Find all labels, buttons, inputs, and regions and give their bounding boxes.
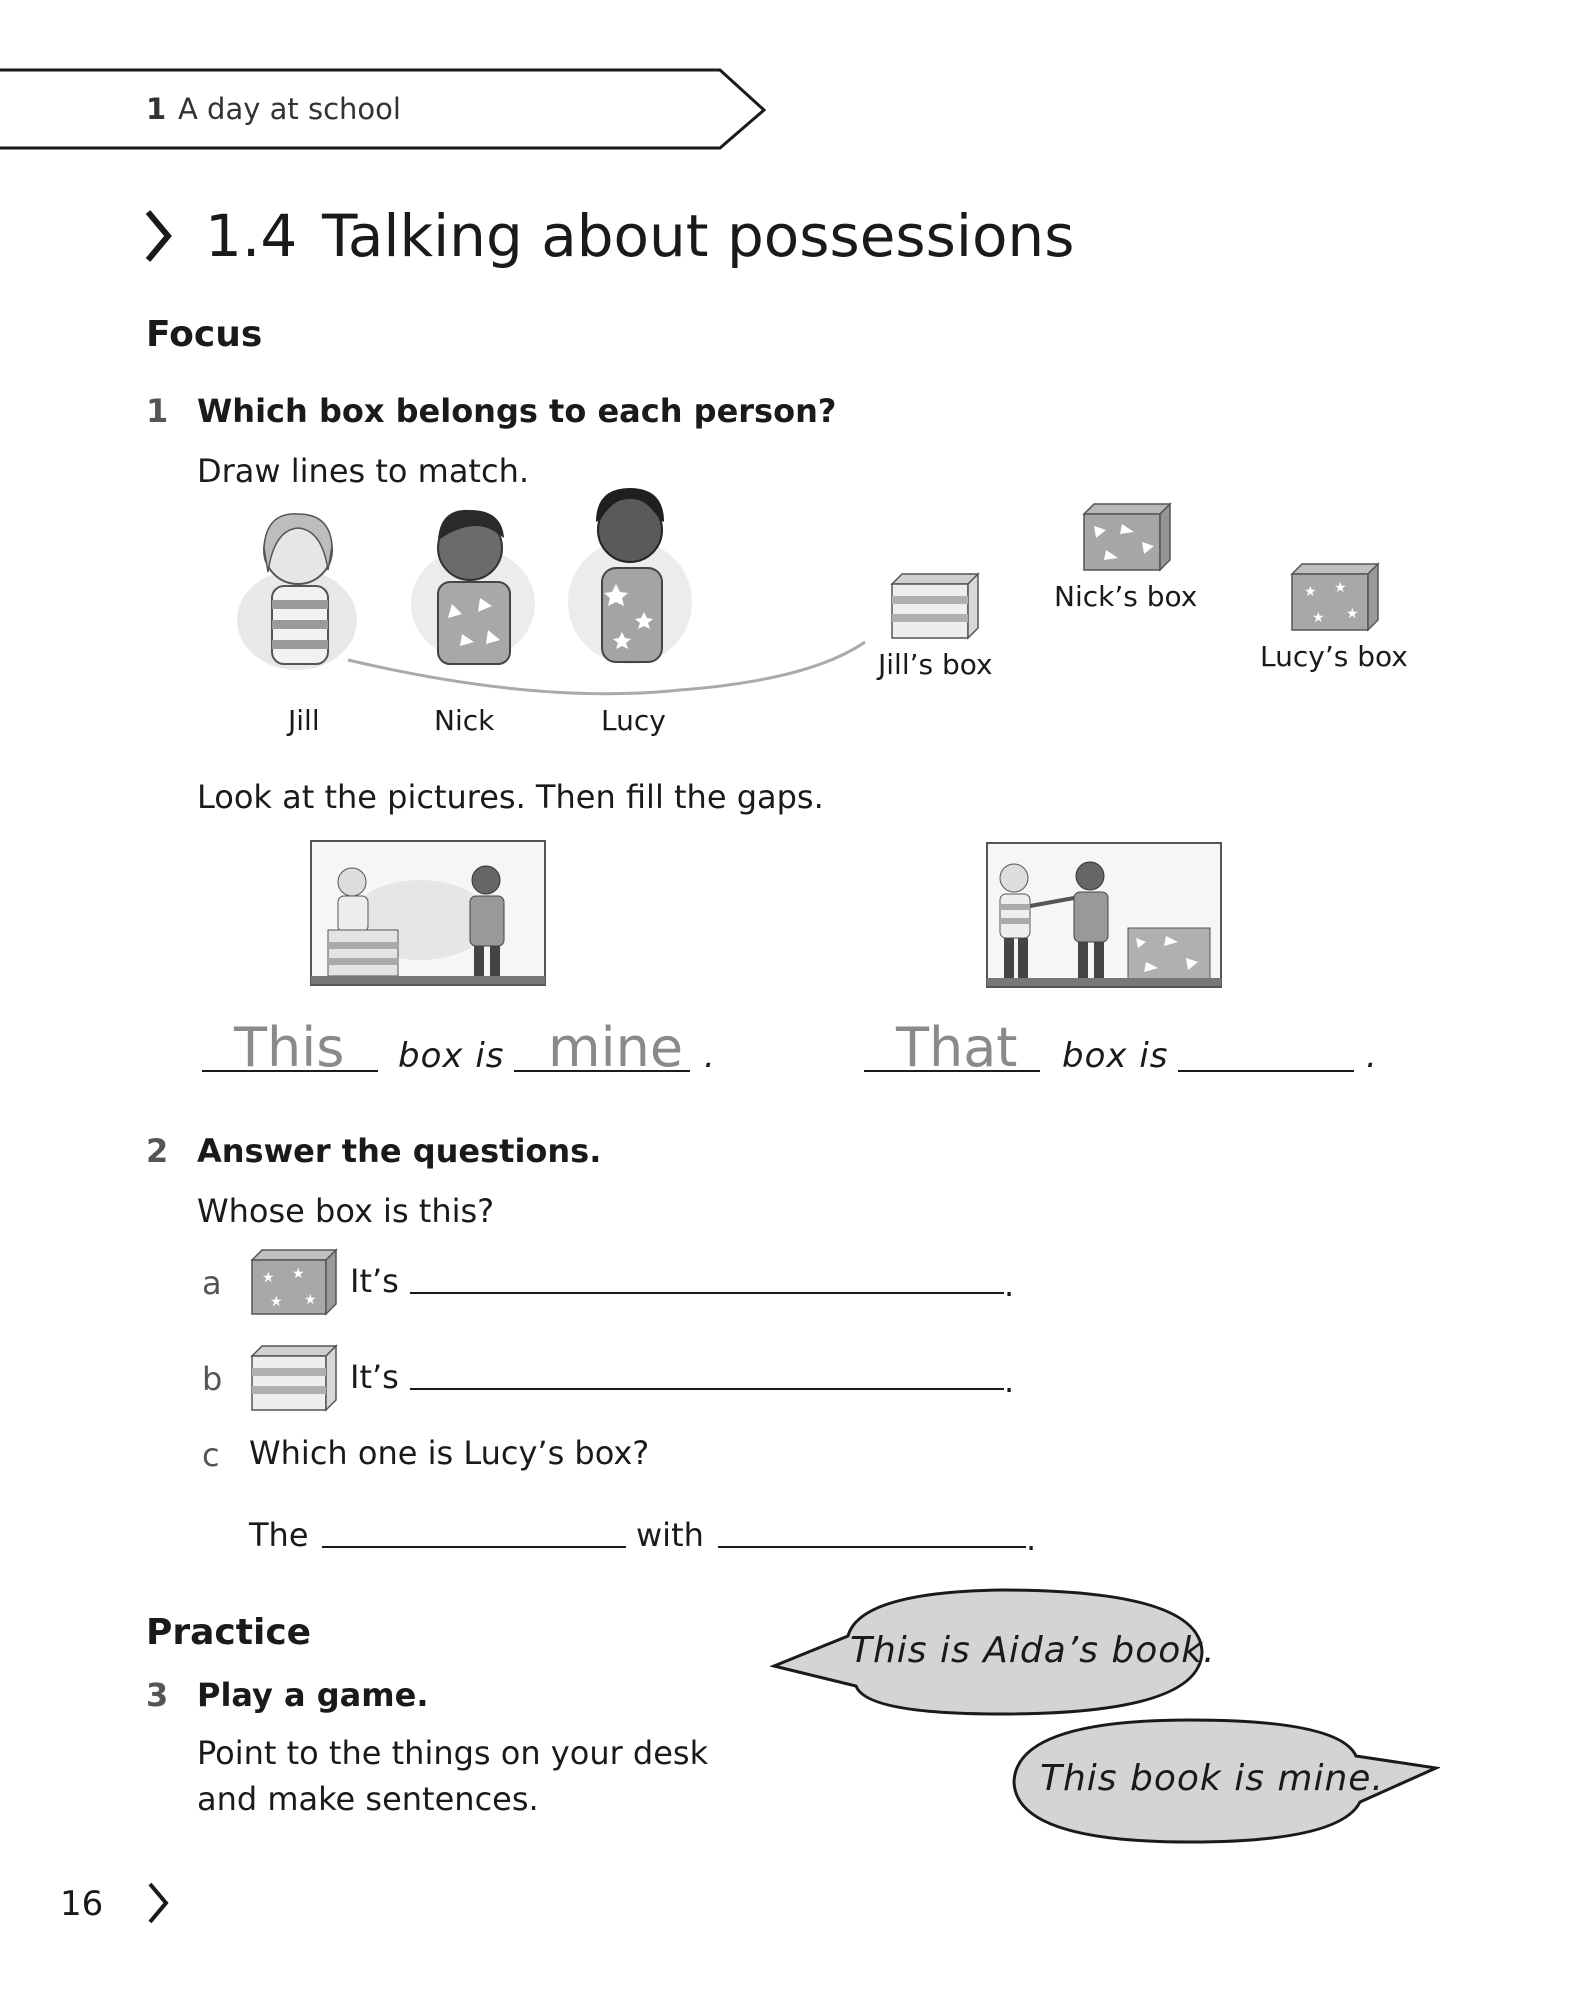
svg-text:★: ★ [292,1266,305,1282]
lesson-title: Talking about possessions [322,202,1075,270]
svg-text:★: ★ [262,1270,275,1286]
gap-line-2b[interactable] [1178,1070,1354,1072]
item-c-question: Which one is Lucy’s box? [249,1434,650,1472]
speech-bubble-1-text: This is Aida’s book. [850,1630,1216,1671]
handwritten-answer-that: That [896,1016,1018,1079]
item-c-the: The [249,1516,309,1554]
lesson-number: 1.4 [205,202,298,270]
sentence-1-middle: box is [398,1036,505,1076]
question-3-line-2: and make sentences. [197,1780,539,1818]
svg-text:★: ★ [1334,580,1347,596]
person-label-nick: Nick [434,704,495,737]
question-2-text: Answer the questions. [197,1132,602,1170]
question-2-number: 2 [146,1132,169,1170]
question-1-number: 1 [146,392,169,430]
question-1-instruction-2: Look at the pictures. Then fill the gaps. [197,778,824,816]
question-3-text: Play a game. [197,1676,429,1714]
sentence-2-middle: box is [1062,1036,1169,1076]
question-1-text: Which box belongs to each person? [197,392,837,430]
question-3-number: 3 [146,1676,169,1714]
svg-text:★: ★ [1304,584,1317,600]
triangle-box-illustration [1082,502,1172,574]
handwritten-answer-mine: mine [548,1016,684,1079]
item-letter-c: c [202,1436,220,1474]
sentence-2-end: . [1366,1036,1378,1076]
sentence-1-end: . [704,1036,716,1076]
svg-text:★: ★ [1346,606,1359,622]
answer-line-a[interactable] [410,1292,1004,1294]
person-label-jill: Jill [288,704,320,737]
svg-text:★: ★ [270,1294,283,1310]
star-box-icon [250,1248,338,1318]
answer-line-c2[interactable] [718,1546,1026,1548]
scene-picture-1 [310,840,546,986]
striped-box-illustration [890,572,980,642]
chevron-right-icon [144,208,174,264]
item-letter-a: a [202,1264,222,1302]
striped-box-icon [250,1344,338,1414]
handwritten-answer-this: This [234,1016,345,1079]
box-label-jill: Jill’s box [878,648,993,681]
header-unit-title: A day at school [178,92,401,126]
item-c-with: with [636,1516,704,1554]
answer-line-b[interactable] [410,1388,1004,1390]
matching-line [340,630,880,700]
box-label-nick: Nick’s box [1054,580,1198,613]
scene-picture-2 [986,842,1222,988]
person-label-lucy: Lucy [601,704,666,737]
item-letter-b: b [202,1360,223,1398]
item-a-end: . [1004,1266,1015,1304]
section-heading-focus: Focus [146,314,263,355]
box-label-lucy: Lucy’s box [1260,640,1408,673]
header-unit-number: 1 [146,92,167,126]
svg-text:★: ★ [304,1292,317,1308]
item-c-end: . [1026,1520,1037,1558]
speech-bubble-2-text: This book is mine. [1040,1758,1384,1799]
item-b-text: It’s [350,1358,399,1396]
section-heading-practice: Practice [146,1612,312,1653]
question-1-instruction: Draw lines to match. [197,452,530,490]
answer-line-c1[interactable] [322,1546,626,1548]
question-3-line-1: Point to the things on your desk [197,1734,709,1772]
svg-text:★: ★ [1312,610,1325,626]
chevron-right-icon [146,1880,170,1926]
star-box-illustration [1290,562,1380,634]
item-b-end: . [1004,1362,1015,1400]
item-a-text: It’s [350,1262,399,1300]
page-number: 16 [60,1884,104,1924]
question-2-prompt: Whose box is this? [197,1192,495,1230]
